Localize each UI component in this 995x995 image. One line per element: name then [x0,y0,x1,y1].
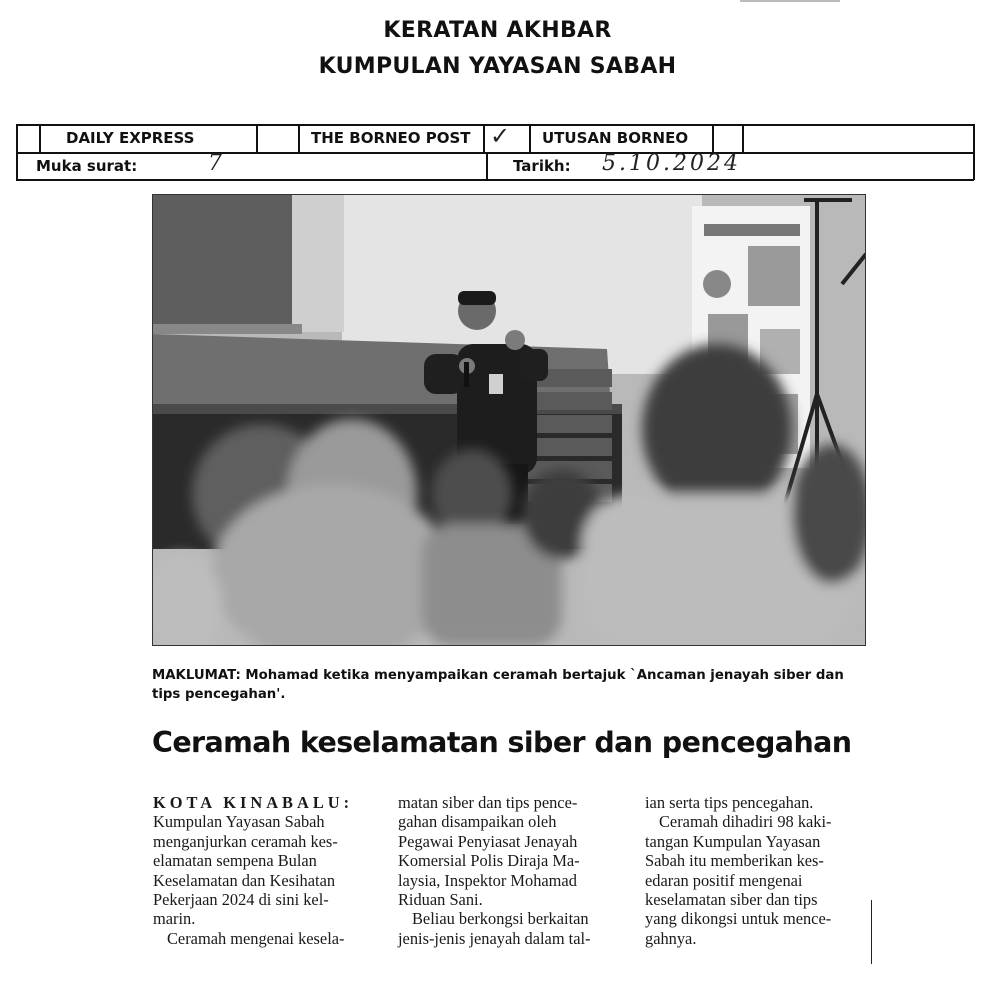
article-line: Pegawai Penyiasat Jenayah [398,831,578,851]
article-column-3 [645,793,875,948]
article-line: marin. [153,909,196,929]
column-rule [871,900,872,964]
article-line: Beliau berkongsi berkaitan [412,909,589,929]
lecture-photo [152,194,866,646]
article-line: edaran positif mengenai [645,870,803,890]
article-line: gahnya. [645,928,697,948]
article-line: matan siber dan tips pence- [398,793,578,812]
dateline: KOTA KINABALU: [153,793,354,812]
paper-utusan-borneo: UTUSAN BORNEO [542,129,689,147]
article-line: jenis-jenis jenayah dalam tal- [398,928,591,948]
article-column-1 [153,793,383,948]
paper-borneo-post: THE BORNEO POST [311,129,471,147]
clipping-form [16,124,974,180]
check-mark: ✓ [490,122,511,150]
article-line: Ceramah mengenai kesela- [167,928,345,948]
article-line: Komersial Polis Diraja Ma- [398,851,580,871]
article-line: Keselamatan dan Kesihatan [153,870,336,890]
article-line: Riduan Sani. [398,890,483,910]
article-line: Sabah itu memberikan kes- [645,851,824,871]
headline: Ceramah keselamatan siber dan pencegahan [152,726,852,759]
article-line: tangan Kumpulan Yayasan [645,831,821,851]
header-subtitle: KUMPULAN YAYASAN SABAH [318,54,677,79]
article-line: ian serta tips pencegahan. [645,793,814,812]
article-line: Pekerjaan 2024 di sini kel- [153,890,329,910]
article-line: Kumpulan Yayasan Sabah [153,812,325,832]
article-line: keselamatan siber dan tips [645,890,818,910]
article-line: elamatan sempena Bulan [153,851,317,871]
article-line: Ceramah dihadiri 98 kaki- [659,812,832,832]
page-value: 7 [208,151,222,176]
paper-daily-express: DAILY EXPRESS [66,129,195,147]
lecture-photo-illustration [152,194,866,646]
page-label: Muka surat: [36,157,138,175]
date-value: 5.10.2024 [602,151,741,176]
header-title: KERATAN AKHBAR [383,18,612,43]
photo-caption: MAKLUMAT: Mohamad ketika menyampaikan ceramah bertajuk `Ancaman jenayah siber dan tips pencegahan'. [152,668,844,702]
article-line: yang dikongsi untuk mence- [645,909,832,929]
article-column-2 [398,793,628,948]
article-line: menganjurkan ceramah kes- [153,831,338,851]
date-label: Tarikh: [513,157,571,175]
article-line: gahan disampaikan oleh [398,812,557,832]
article-line: laysia, Inspektor Mohamad [398,870,577,890]
scan-mark [740,0,840,2]
